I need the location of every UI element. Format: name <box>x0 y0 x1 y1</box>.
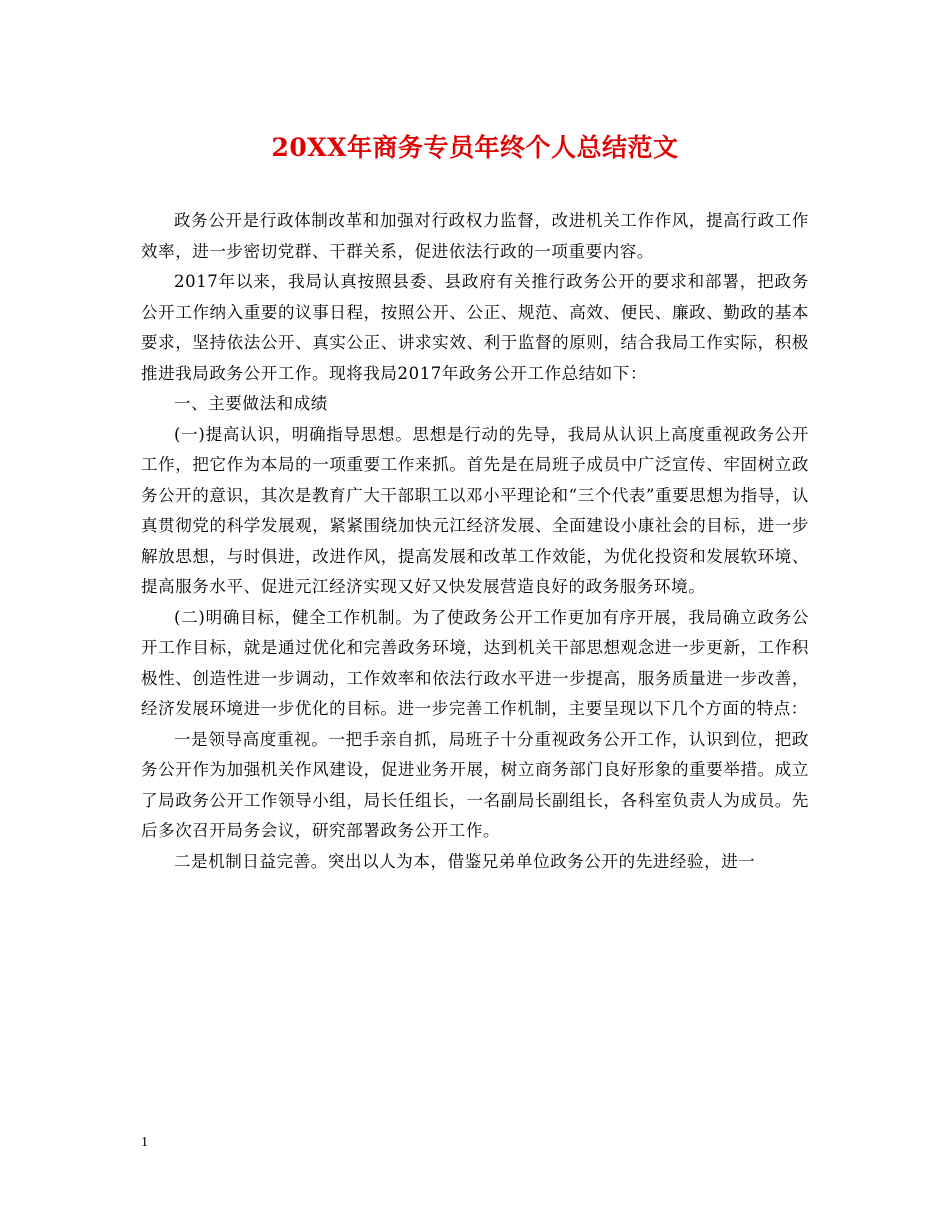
paragraph: 二是机制日益完善。突出以人为本，借鉴兄弟单位政务公开的先进经验，进一 <box>174 851 756 871</box>
document-body <box>141 206 809 877</box>
paragraph: (一)提高认识，明确指导思想。思想是行动的先导，我局从认识上高度重视政务公开工作，把它作为本局的一项重要工作来抓。首先是在局班子成员中广泛宣传、牢固树立政务公开的意识，其次是教育广大干部职工以邓小平理论和“三个代表”重要思想为指导，认真贯彻党的科学发展观，紧紧围绕加快元江经济发展、全面建设小康社会的目标，进一步解放思想，与时俱进，改进作风，提高发展和改革工作效能，为优化投资和发展软环境、提高服务水平、促进元江经济实现又好又快发展营造良好的政务服务环境。 <box>141 424 809 596</box>
page-number: 1 <box>141 1135 148 1150</box>
section-heading: 一、主要做法和成绩 <box>174 394 328 413</box>
paragraph: 2017年以来，我局认真按照县委、县政府有关推行政务公开的要求和部署，把政务公开工作纳入重要的议事日程，按照公开、公正、规范、高效、便民、廉政、勤政的基本要求，坚持依法公开、真实公正、讲求实效、利于监督的原则，结合我局工作实际，积极推进我局政务公开工作。现将我局2017年政务公开工作总结如下： <box>141 272 809 383</box>
paragraph: 政务公开是行政体制改革和加强对行政权力监督，改进机关工作作风，提高行政工作效率，进一步密切党群、干群关系，促进依法行政的一项重要内容。 <box>141 211 809 261</box>
paragraph: 一是领导高度重视。一把手亲自抓，局班子十分重视政务公开工作，认识到位，把政务公开作为加强机关作风建设，促进业务开展，树立商务部门良好形象的重要举措。成立了局政务公开工作领导小组，局长任组长，一名副局长副组长，各科室负责人为成员。先后多次召开局务会议，研究部署政务公开工作。 <box>141 729 809 840</box>
paragraph: (二)明确目标，健全工作机制。为了使政务公开工作更加有序开展，我局确立政务公开工作目标，就是通过优化和完善政务环境，达到机关干部思想观念进一步更新，工作积极性、创造性进一步调动，工作效率和依法行政水平进一步提高，服务质量进一步改善，经济发展环境进一步优化的目标。进一步完善工作机制，主要呈现以下几个方面的特点： <box>141 607 809 718</box>
document-title: 20XX年商务专员年终个人总结范文 <box>271 133 679 162</box>
